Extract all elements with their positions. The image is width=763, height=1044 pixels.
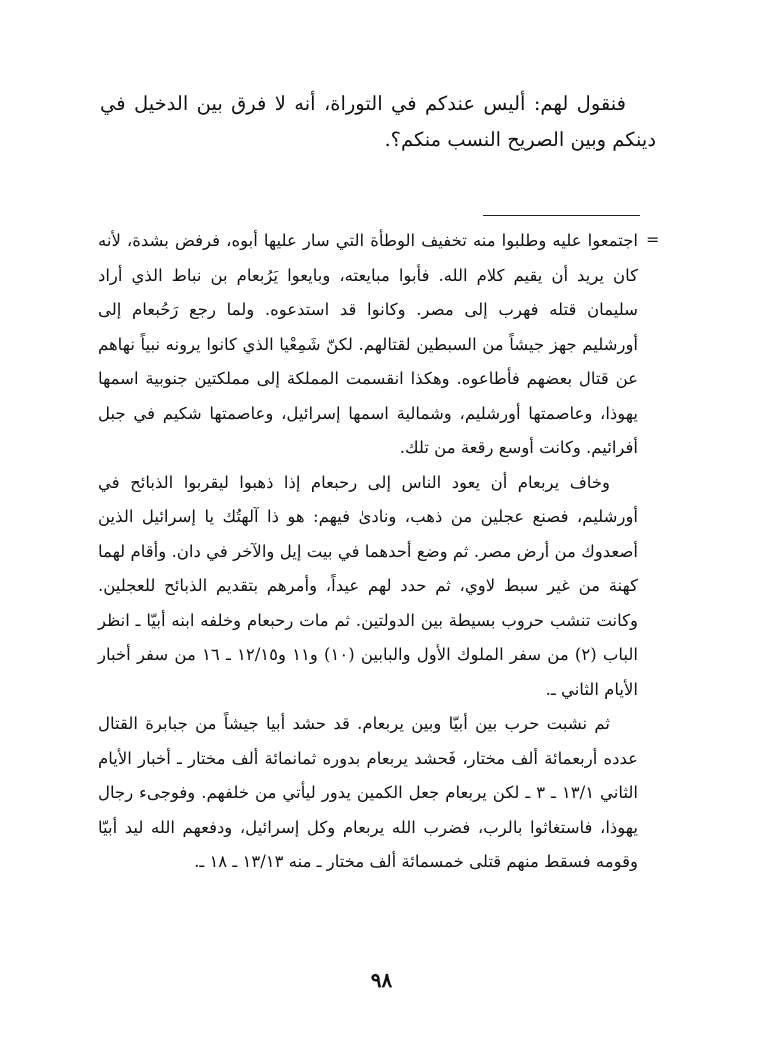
footnote-separator [483,215,640,216]
main-paragraph: فنقول لهم: أليس عندكم في التوراة، أنه لا فرق بين الدخيل في دينكم وبين الصريح النسب منكم؟. [100,92,656,151]
footnote-paragraph: اجتمعوا عليه وطلبوا منه تخفيف الوطأة التي سار عليها أبوه، فرفض بشدة، لأنه كان يريد أن يقيم كلام الله. فأبوا مبايعته، وبايعوا يَرُبعام بن نباط الذي أراد سليمان قتله فهرب إلى مصر. وكانوا قد استدعوه. ولما رجع رَحُبعام إلى أورشليم جهز جيشاً من السبطين لقتالهم. لكنّ شَمِعْيا الذي كانوا يرونه نبياً نهاهم عن قتال بعضهم فأطاعوه. وهكذا انقسمت المملكة إلى مملكتين جنوبية اسمها يهوذا، وعاصمتها أورشليم، وشمالية اسمها إسرائيل، وعاصمتها شكيم في جبل أفرائيم. وكانت أوسع رقعة من تلك. [98,231,638,457]
footnote-paragraph: ثم نشبت حرب بين أبيّا وبين يربعام. قد حشد أبيا جيشاً من جبابرة القتال عدده أربعمائة ألف مختار، فَحشد يربعام بدوره ثمانمائة ألف مختار ـ أخبار الأيام الثاني ١٣/١ ـ ٣ ـ لكن يربعام جعل الكمين يدور ليأتي من خلفهم. وفوجىء رجال يهوذا، فاستغاثوا بالرب، فضرب الله يربعام وكل إسرائيل، ودفعهم الله ليد أبيّا وقومه فسقط منهم قتلى خمسمائة ألف مختار ـ منه ١٣/١٣ ـ ١٨ ـ. [98,714,638,871]
footnote-continuation-mark: = [646,230,660,249]
footnotes-section [98,224,638,880]
footnote-paragraph: وخاف يربعام أن يعود الناس إلى رحبعام إذا ذهبوا ليقربوا الذبائح في أورشليم، فصنع عجلين من ذهب، ونادىٰ فيهم: هو ذا آلهتُك يا إسرائيل الذين أصعدوك من أرض مصر. ثم وضع أحدهما في بيت إيل والآخر في دان. وأقام لهما كهنة من غير سبط لاوي، ثم حدد لهم عيداً، وأمرهم بتقديم الذبائح للعجلين. وكانت تنشب حروب بسيطة بين الدولتين. ثم مات رحبعام وخلفه ابنه أبيّا ـ انظر الباب (٢) من سفر الملوك الأول والبابين (١٠) و١١ و١٢/١٥ ـ ١٦ من سفر أخبار الأيام الثاني ـ. [98,472,638,699]
page-number: ٩٨ [370,968,393,992]
